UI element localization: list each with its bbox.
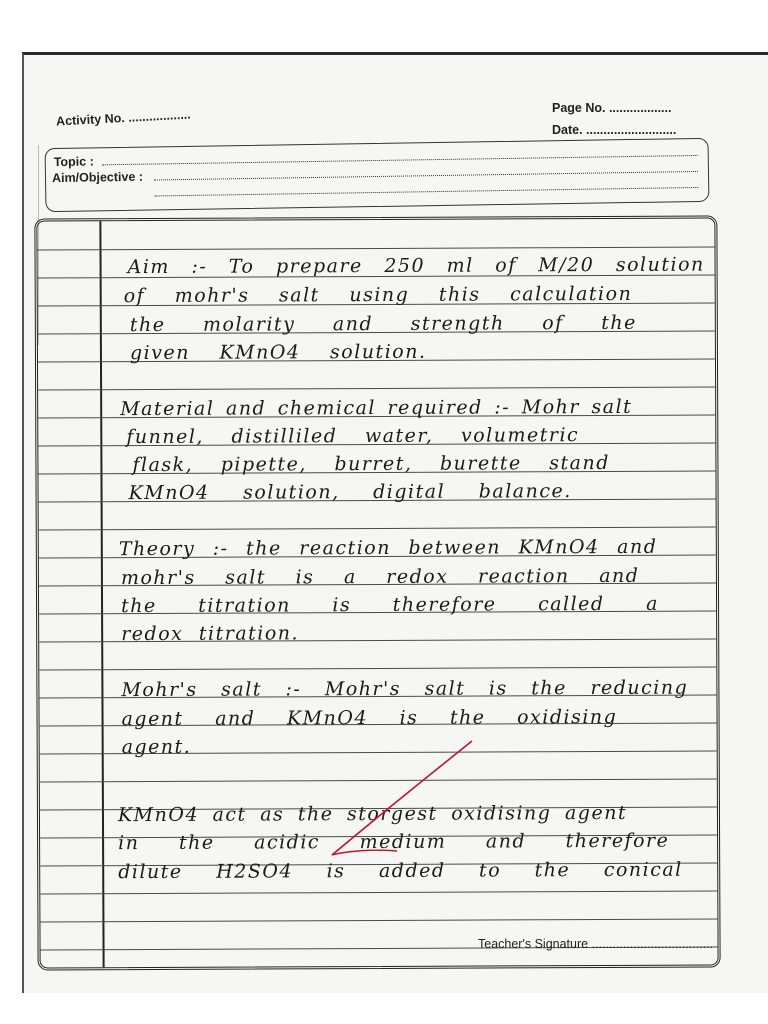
notebook-page [22,52,768,993]
aim-line-1: Aim :- To prepare 250 ml of M/20 solution [127,253,705,279]
mohr-salt-line-3: agent. [121,735,192,759]
theory-line-3: the titration is therefore called a [121,592,659,618]
ruled-line [39,667,716,671]
ruled-writing-area [34,216,720,971]
ruled-line [37,247,714,251]
aim-line-3: the molarity and strength of the [129,311,637,337]
ruled-line [40,919,717,923]
materials-line-3: flask, pipette, burret, burette stand [132,451,610,477]
aim-objective-label: Aim/Objective : [51,169,144,186]
topic-dotted-line [102,155,698,165]
teacher-signature-label: Teacher's Signature ................................... [478,937,714,951]
mohr-salt-line-2: agent and KMnO4 is the oxidising [121,705,618,731]
kmno4-line-2: in the acidic medium and therefore [118,829,670,855]
ruled-line [40,779,717,783]
kmno4-line-3: dilute H2SO4 is added to the conical [118,858,683,884]
aim-dotted-line-2 [154,187,698,197]
theory-line-1: Theory :- the reaction between KMnO4 and [118,535,658,561]
aim-line-2: of mohr's salt using this calculation [123,282,633,308]
materials-line-4: KMnO4 solution, digital balance. [128,480,572,505]
kmno4-line-1: KMnO4 act as the storgest oxidising agent [117,801,628,827]
aim-dotted-line-1 [154,171,698,181]
materials-line-2: funnel, distilliled water, volumetric [126,424,580,449]
topic-box [45,138,710,212]
aim-line-4: given KMnO4 solution. [129,340,427,365]
activity-label: Activity No. .................. [55,107,192,129]
ruled-line [40,891,717,895]
ruled-line [39,527,716,531]
topic-label: Topic : [53,154,94,170]
page-no-label: Page No. .................. [552,101,672,115]
date-label: Date. .......................... [552,123,677,137]
theory-line-2: mohr's salt is a redox reaction and [120,564,640,590]
theory-line-4: redox titration. [121,622,300,646]
ruled-line [38,387,715,391]
mohr-salt-line-1: Mohr's salt :- Mohr's salt is the reducing [121,676,689,702]
materials-line-1: Material and chemical required :- Mohr salt [120,395,633,421]
